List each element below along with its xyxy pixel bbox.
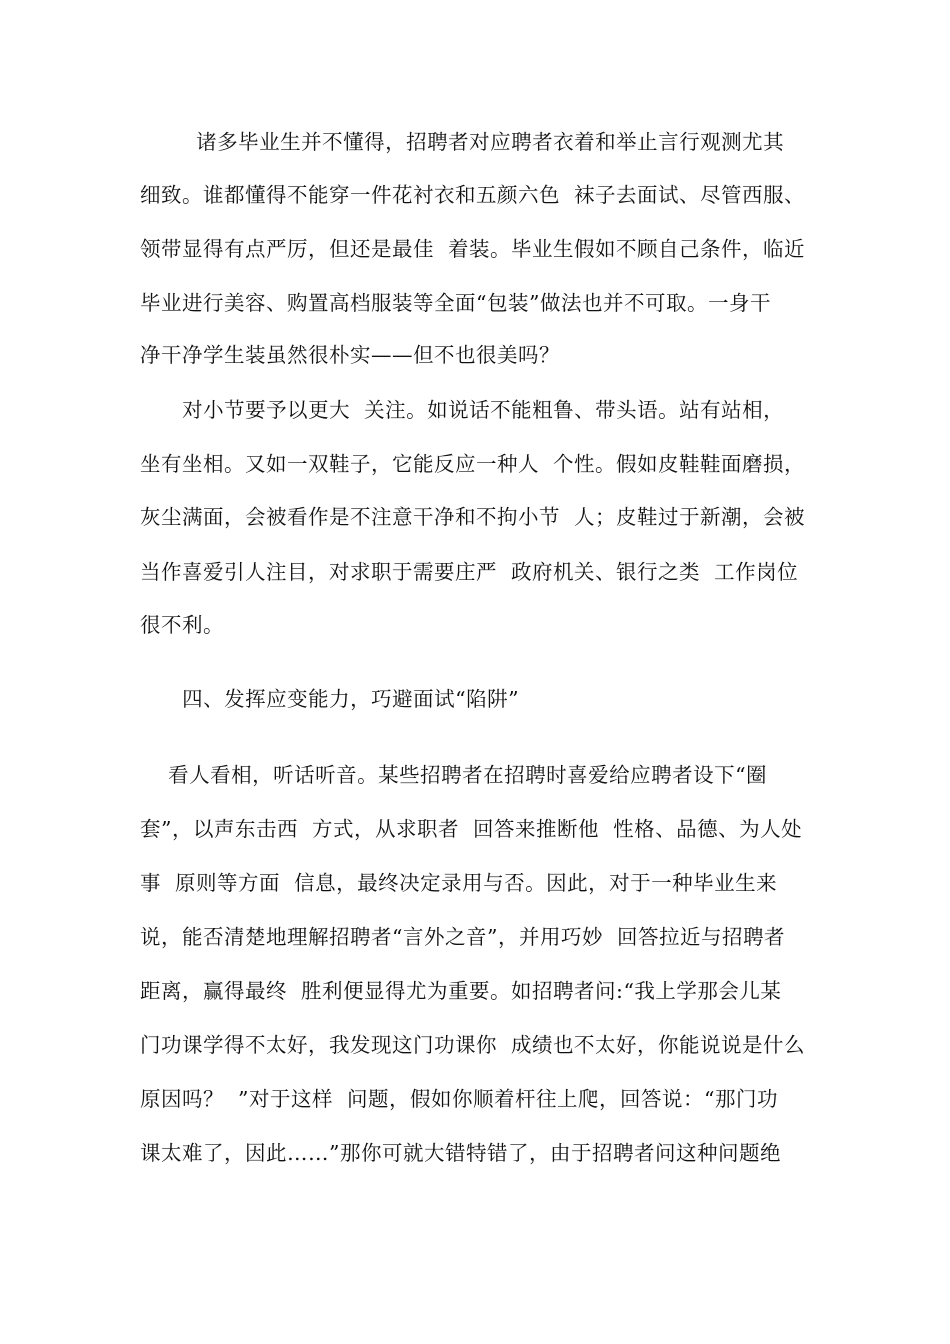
paragraph-line: 说，能否清楚地理解招聘者“言外之音”，并用巧妙 回答拉近与招聘者 — [140, 925, 785, 949]
paragraph-line: 灰尘满面，会被看作是不注意干净和不拘小节 人；皮鞋过于新潮，会被 — [140, 505, 806, 529]
paragraph-line: 很不利。 — [140, 613, 224, 637]
paragraph-line: 门功课学得不太好，我发现这门功课你 成绩也不太好，你能说说是什么 — [140, 1033, 806, 1057]
paragraph-line: 课太难了，因此……”那你可就大错特错了，由于招聘者问这种问题绝 — [140, 1141, 781, 1165]
paragraph-line: 距离，赢得最终 胜利便显得尤为重要。如招聘者问:“我上学那会儿某 — [140, 979, 782, 1003]
paragraph-line: 当作喜爱引人注目，对求职于需要庄严 政府机关、银行之类 工作岗位 — [140, 560, 799, 584]
paragraph-line: 套”，以声东击西 方式，从求职者 回答来推断他 性格、品德、为人处 — [140, 817, 803, 841]
paragraph-line: 对小节要予以更大 关注。如说话不能粗鲁、带头语。站有站相， — [140, 398, 785, 422]
paragraph-line: 原因吗？ ”对于这样 问题，假如你顺着杆往上爬，回答说：“那门功 — [140, 1087, 779, 1111]
paragraph-line: 毕业进行美容、购置高档服装等全面“包装”做法也并不可取。一身干 — [140, 291, 771, 315]
paragraph-line: 诸多毕业生并不懂得，招聘者对应聘者衣着和举止言行观测尤其 — [140, 130, 785, 154]
paragraph-line: 看人看相，听话听音。某些招聘者在招聘时喜爱给应聘者设下“圈 — [140, 763, 768, 787]
paragraph-line: 事 原则等方面 信息，最终决定录用与否。因此，对于一种毕业生来 — [140, 871, 778, 895]
paragraph-line: 细致。谁都懂得不能穿一件花衬衣和五颜六色 袜子去面试、尽管西服、 — [140, 183, 806, 207]
section-heading: 四、发挥应变能力，巧避面试“陷阱” — [140, 687, 520, 711]
paragraph-line: 净干净学生装虽然很朴实——但不也很美吗？ — [140, 343, 560, 367]
paragraph-line: 坐有坐相。又如一双鞋子，它能反应一种人 个性。假如皮鞋鞋面磨损， — [140, 452, 806, 476]
paragraph-line: 领带显得有点严厉，但还是最佳 着装。毕业生假如不顾自己条件，临近 — [140, 237, 806, 261]
